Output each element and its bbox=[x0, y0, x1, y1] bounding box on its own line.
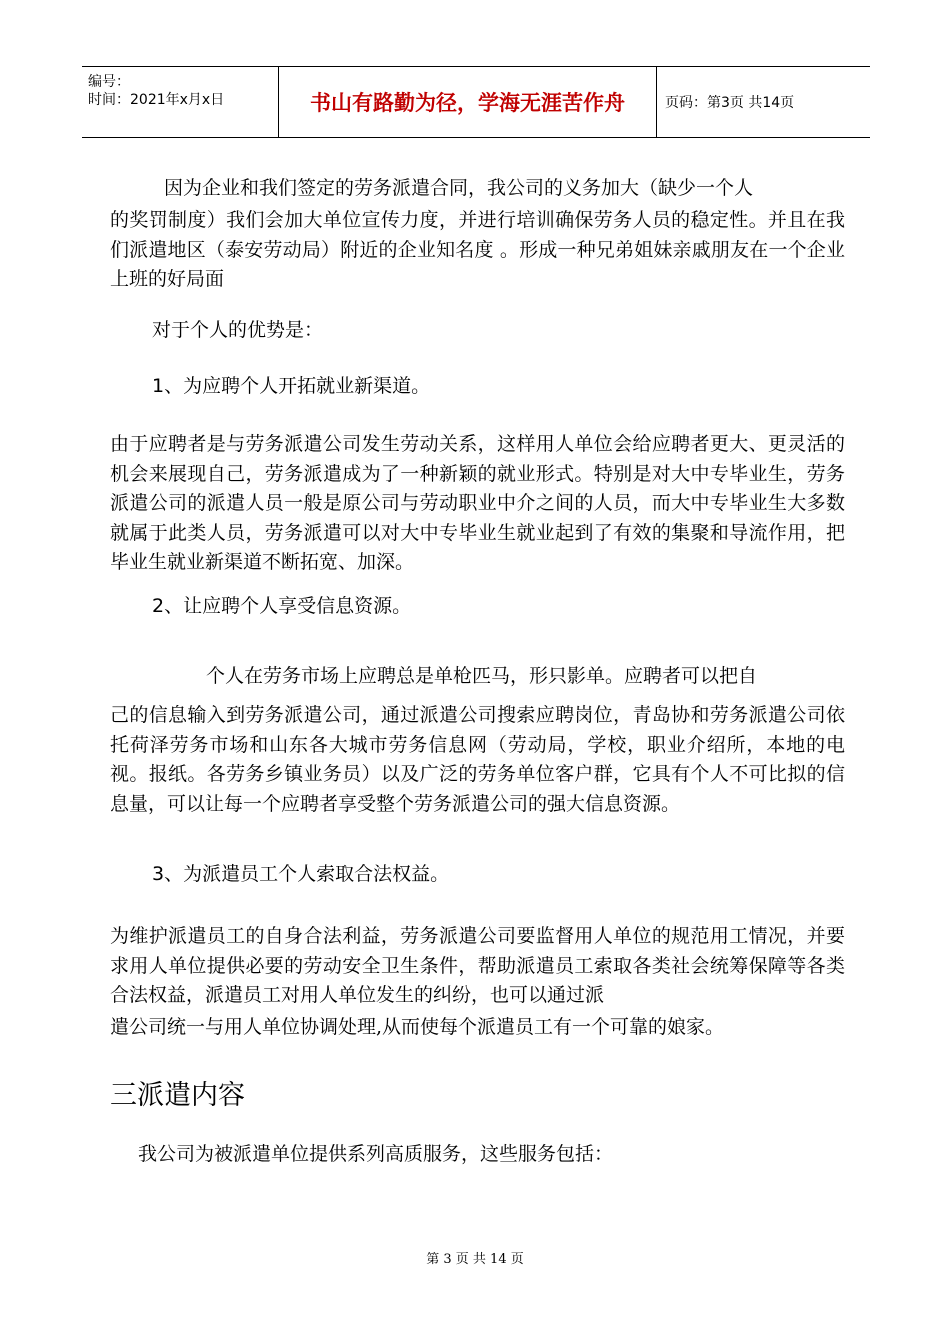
item-3-body: 为维护派遣员工的自身合法利益，劳务派遣公司要监督用人单位的规范用工情况，并要求用人单位提供必要的劳动安全卫生条件，帮助派遣员工索取各类社会统筹保障等各类合法权益，派遣员工对用人单位发生的纠纷，也可以通过派 bbox=[110, 925, 845, 1006]
page-header bbox=[82, 66, 870, 138]
item-1-body: 由于应聘者是与劳务派遣公司发生劳动关系，这样用人单位会给应聘者更大、更灵活的机会来展现自己，劳务派遣成为了一种新颖的就业形式。特别是对大中专毕业生，劳务派遣公司的派遣人员一般是原公司与劳动职业中介之间的人员，而大中专毕业生大多数就属于此类人员，劳务派遣可以对大中专毕业生就业起到了有效的集聚和导流作用，把毕业生就业新渠道不断拓宽、加深。 bbox=[110, 433, 845, 573]
header-page-info: 页码：第3页 共14页 bbox=[665, 95, 795, 111]
page-footer: 第 3 页 共 14 页 bbox=[426, 1252, 524, 1267]
item-1-title: 1、为应聘个人开拓就业新渠道。 bbox=[152, 375, 431, 397]
header-meta bbox=[82, 67, 278, 137]
item-2-first-line: 个人在劳务市场上应聘总是单枪匹马，形只影单。应聘者可以把自 bbox=[206, 665, 758, 687]
section-heading: 三派遣内容 bbox=[110, 1080, 245, 1111]
document-date: 时间：2021年x月x日 bbox=[88, 92, 225, 108]
item-3-last-line: 遣公司统一与用人单位协调处理,从而使每个派遣员工有一个可靠的娘家。 bbox=[110, 1016, 725, 1038]
paragraph-1-first-line: 因为企业和我们签定的劳务派遣合同，我公司的义务加大（缺少一个人 bbox=[164, 177, 754, 199]
document-number-label: 编号： bbox=[88, 74, 130, 90]
paragraph-2: 对于个人的优势是： bbox=[152, 319, 324, 341]
paragraph-last: 我公司为被派遣单位提供系列高质服务，这些服务包括： bbox=[138, 1143, 614, 1165]
paragraph-1-body: 的奖罚制度）我们会加大单位宣传力度，并进行培训确保劳务人员的稳定性。并且在我们派遣地区（泰安劳动局）附近的企业知名度 。形成一种兄弟姐妹亲戚朋友在一个企业上班的好局面 bbox=[110, 209, 845, 290]
item-2-title: 2、让应聘个人享受信息资源。 bbox=[152, 595, 412, 617]
item-2-body: 己的信息输入到劳务派遣公司，通过派遣公司搜索应聘岗位，青岛协和劳务派遣公司依托荷泽劳务市场和山东各大城市劳务信息网（劳动局，学校，职业介绍所，本地的电视。报纸。各劳务乡镇业务员）以及广泛的劳务单位客户群，它具有个人不可比拟的信息量，可以让每一个应聘者享受整个劳务派遣公司的强大信息资源。 bbox=[110, 704, 845, 815]
header-motto: 书山有路勤为径，学海无涯苦作舟 bbox=[278, 67, 657, 137]
item-3-title: 3、为派遣员工个人索取合法权益。 bbox=[152, 863, 450, 885]
